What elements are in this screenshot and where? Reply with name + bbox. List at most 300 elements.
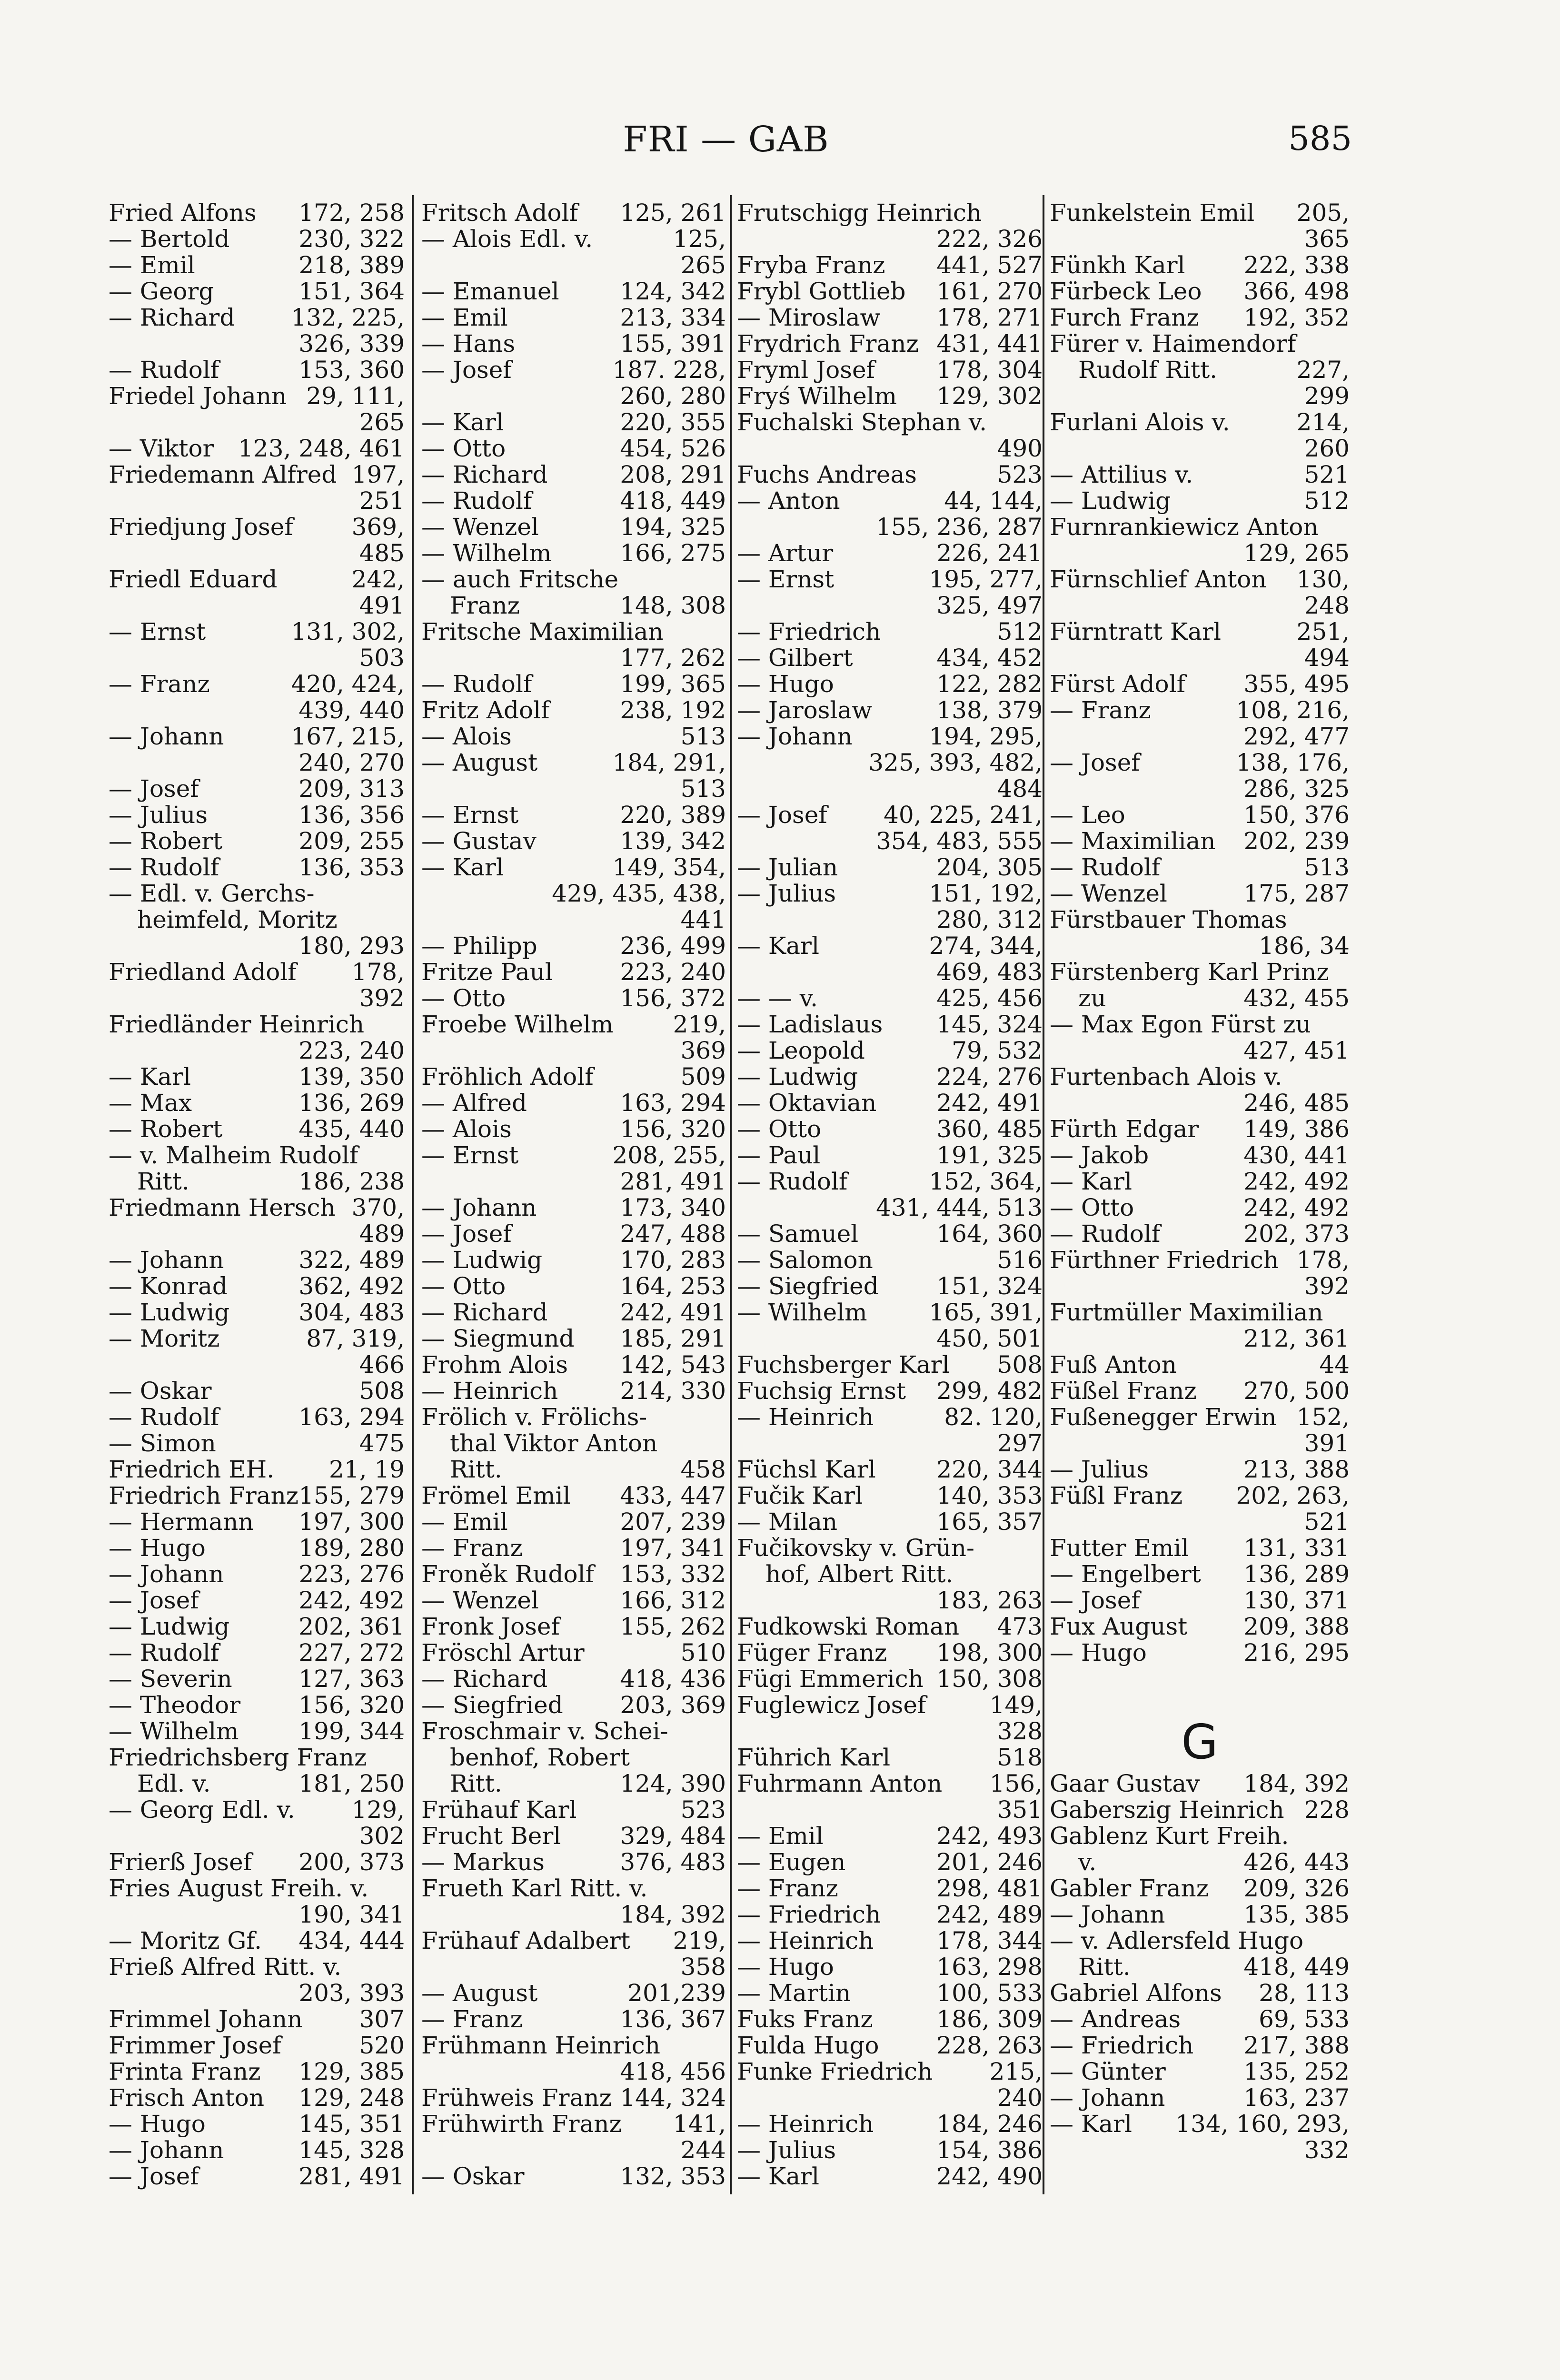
entry-pages: 173, 340 (620, 1194, 726, 1221)
entry-name: — Siegfried (421, 1691, 563, 1719)
entry-pages: 220, 344 (936, 1456, 1043, 1483)
entry-name: — Hugo (1050, 1639, 1147, 1666)
entry-name: Rudolf Ritt. (1078, 356, 1218, 384)
index-entry (421, 409, 726, 436)
entry-name: Fußenegger Erwin (1050, 1403, 1277, 1431)
entry-pages: 431, 444, 513 (876, 1194, 1043, 1221)
entry-pages: 521 (1304, 1508, 1350, 1536)
entry-pages: 304, 483 (298, 1299, 405, 1326)
entry-name: — Johann (109, 2136, 224, 2164)
index-entry (421, 2059, 726, 2085)
entry-name: — Franz (421, 2005, 523, 2033)
entry-pages: 432, 455 (1243, 984, 1350, 1012)
index-entry (109, 331, 405, 357)
index-entry (1050, 305, 1350, 331)
entry-name: — Johann (1050, 2084, 1165, 2112)
index-entry (421, 488, 726, 514)
entry-pages: 491 (359, 592, 405, 619)
entry-pages: 161, 270 (936, 278, 1043, 305)
index-entry (1050, 1614, 1350, 1640)
entry-name: Fürer v. Haimendorf (1050, 330, 1296, 357)
index-entry (421, 1038, 726, 1064)
index-entry (1050, 1038, 1350, 1064)
index-entry (737, 357, 1043, 383)
entry-name: Fuchalski Stephan v. (737, 408, 987, 436)
index-entry (421, 881, 726, 907)
entry-name: Fuchs Andreas (737, 461, 917, 488)
entry-pages: 236, 499 (620, 932, 726, 960)
entry-name: Fried Alfons (109, 200, 257, 227)
index-entry (109, 1928, 405, 1954)
entry-pages: 145, 324 (936, 1011, 1043, 1038)
entry-pages: 325, 393, 482, (868, 749, 1043, 776)
index-entry (109, 1666, 405, 1692)
entry-name: — Franz (421, 1534, 523, 1562)
entry-pages: 178, 271 (936, 304, 1043, 331)
index-entry (421, 200, 726, 226)
entry-name: — Rudolf (109, 1639, 219, 1666)
index-entry (1050, 1169, 1350, 1195)
entry-name: Fürnschlief Anton (1050, 565, 1267, 593)
entry-name: — Ludwig (737, 1063, 858, 1091)
index-entry (737, 959, 1043, 985)
index-entry (1050, 566, 1350, 593)
entry-pages: 203, 369 (620, 1691, 726, 1719)
entry-pages: 248 (1304, 592, 1350, 619)
index-entry (109, 1640, 405, 1666)
entry-name: — Otto (421, 984, 506, 1012)
index-entry (1050, 1535, 1350, 1561)
index-entry (109, 1430, 405, 1457)
index-entry (421, 252, 726, 278)
index-entry (737, 462, 1043, 488)
index-entry (421, 1561, 726, 1587)
index-entry (1050, 1980, 1350, 2006)
entry-pages: 209, 313 (298, 775, 405, 803)
entry-name: — Heinrich (737, 1403, 874, 1431)
index-entry (737, 1064, 1043, 1090)
index-entry (1050, 409, 1350, 436)
index-entry (109, 1352, 405, 1378)
entry-pages: 199, 365 (620, 670, 726, 698)
entry-pages: 418, 449 (1243, 1953, 1350, 1981)
entry-name: Fryś Wilhelm (737, 382, 897, 410)
entry-name: Fulda Hugo (737, 2032, 879, 2059)
index-entry (421, 1666, 726, 1692)
entry-pages: 44, 144, (944, 487, 1043, 515)
entry-name: Fritsch Adolf (421, 200, 578, 227)
entry-name: Frühmann Heinrich (421, 2032, 661, 2059)
index-entry (109, 1299, 405, 1326)
entry-pages: 152, 364, (929, 1168, 1043, 1195)
entry-name: Fux August (1050, 1613, 1188, 1640)
entry-name: Gabler Franz (1050, 1874, 1209, 1902)
index-entry (421, 671, 726, 697)
entry-name: heimfeld, Moritz (137, 906, 338, 933)
entry-name: — Bertold (109, 225, 230, 253)
entry-name: — Friedrich (737, 618, 881, 645)
index-entry (421, 854, 726, 881)
entry-name: — auch Fritsche (421, 565, 619, 593)
entry-pages: 458 (680, 1456, 726, 1483)
entry-pages: 355, 495 (1243, 670, 1350, 698)
entry-name: benhof, Robert (450, 1744, 630, 1771)
entry-name: — Ludwig (421, 1246, 543, 1274)
index-entry (1050, 2059, 1350, 2085)
entry-pages: 180, 293 (298, 932, 405, 960)
entry-name: Furtenbach Alois v. (1050, 1063, 1282, 1091)
index-entry (737, 1457, 1043, 1483)
entry-name: — Friedrich (737, 1901, 881, 1928)
entry-name: — Julius (737, 880, 836, 907)
entry-pages: 197, (351, 461, 405, 488)
index-entry (421, 278, 726, 305)
index-entry (737, 1169, 1043, 1195)
entry-name: Edl. v. (137, 1770, 211, 1797)
entry-pages: 513 (680, 723, 726, 750)
entry-name: — Paul (737, 1141, 821, 1169)
entry-pages: 170, 283 (620, 1246, 726, 1274)
entry-pages: 226, 241 (936, 539, 1043, 567)
entry-pages: 100, 533 (936, 1979, 1043, 2007)
entry-name: Futter Emil (1050, 1534, 1189, 1562)
entry-pages: 127, 363 (298, 1665, 405, 1693)
index-entry (737, 1875, 1043, 1902)
entry-pages: 508 (359, 1377, 405, 1405)
index-entry (737, 776, 1043, 802)
entry-pages: 40, 225, 241, (884, 801, 1043, 829)
entry-name: Fudkowski Roman (737, 1613, 960, 1640)
entry-name: — Josef (737, 801, 827, 829)
index-entry (109, 593, 405, 619)
entry-pages: 216, 295 (1243, 1639, 1350, 1666)
entry-name: Fürth Edgar (1050, 1115, 1199, 1143)
index-entry (1050, 1064, 1350, 1090)
section-letter (1050, 1692, 1350, 1771)
entry-name: — Georg Edl. v. (109, 1796, 295, 1824)
entry-pages: 139, 342 (620, 827, 726, 855)
entry-name: Fügi Emmerich (737, 1665, 924, 1693)
entry-name: Furnrankiewicz Anton (1050, 513, 1319, 541)
index-entry (737, 1902, 1043, 1928)
entry-name: — Ernst (421, 1141, 519, 1169)
index-column-2 (421, 200, 726, 2218)
entry-name: — Wenzel (1050, 880, 1167, 907)
entry-pages: 130, 371 (1243, 1587, 1350, 1614)
index-entry (109, 1195, 405, 1221)
index-entry (109, 1404, 405, 1430)
entry-pages: 450, 501 (936, 1325, 1043, 1352)
entry-pages: 270, 500 (1243, 1377, 1350, 1405)
entry-name: — Josef (1050, 749, 1140, 776)
entry-name: — Rudolf (421, 487, 532, 515)
index-entry (421, 776, 726, 802)
entry-name: Funke Friedrich (737, 2058, 933, 2085)
entry-pages: 139, 350 (298, 1063, 405, 1091)
index-entry (109, 1875, 405, 1902)
index-entry (421, 1483, 726, 1509)
entry-pages: 165, 391, (929, 1299, 1043, 1326)
entry-name: — Otto (421, 1272, 506, 1300)
entry-name: — Günter (1050, 2058, 1166, 2085)
entry-pages: 184, 392 (1243, 1770, 1350, 1797)
entry-name: Friedel Johann (109, 382, 287, 410)
entry-name: Froschmair v. Schei- (421, 1717, 668, 1745)
entry-name: — Ernst (737, 565, 835, 593)
entry-name: — Ernst (421, 801, 519, 829)
index-entry (109, 1823, 405, 1849)
entry-name: — Alois Edl. v. (421, 225, 593, 253)
index-entry (421, 1587, 726, 1614)
entry-name: — Otto (1050, 1194, 1134, 1221)
index-entry (109, 1745, 405, 1771)
index-entry (109, 750, 405, 776)
entry-pages: 187. 228, (612, 356, 726, 384)
entry-name: — Artur (737, 539, 834, 567)
entry-pages: 185, 291 (620, 1325, 726, 1352)
entry-pages: 298, 481 (936, 1874, 1043, 1902)
entry-pages: 246, 485 (1243, 1089, 1350, 1117)
index-entry (1050, 1823, 1350, 1849)
entry-pages: 156, (989, 1770, 1043, 1797)
entry-pages: 469, 483 (936, 958, 1043, 986)
index-entry (737, 2111, 1043, 2137)
index-entry (737, 1561, 1043, 1587)
index-entry (737, 436, 1043, 462)
index-entry (1050, 1928, 1350, 1954)
entry-pages: 145, 328 (298, 2136, 405, 2164)
entry-pages: 485 (359, 539, 405, 567)
entry-pages: 328 (997, 1717, 1043, 1745)
index-entry (1050, 540, 1350, 566)
entry-pages: 435, 440 (298, 1115, 405, 1143)
entry-pages: 513 (1304, 853, 1350, 881)
entry-name: — Julian (737, 853, 838, 881)
index-entry (1050, 1352, 1350, 1378)
entry-name: Frueth Karl Ritt. v. (421, 1874, 648, 1902)
entry-name: — Andreas (1050, 2005, 1181, 2033)
entry-name: Fritsche Maximilian (421, 618, 664, 645)
entry-name: — Oskar (109, 1377, 212, 1405)
index-entry (421, 1116, 726, 1142)
index-entry (1050, 200, 1350, 226)
index-entry (109, 1954, 405, 1980)
index-entry (421, 1692, 726, 1718)
entry-pages: 260 (1304, 435, 1350, 462)
entry-pages: 136, 289 (1243, 1560, 1350, 1588)
index-entry (1050, 750, 1350, 776)
entry-pages: 510 (680, 1639, 726, 1666)
entry-name: — Rudolf (1050, 1220, 1161, 1248)
entry-pages: 329, 484 (620, 1822, 726, 1850)
entry-name: — Philipp (421, 932, 537, 960)
entry-name: Füßl Franz (1050, 1482, 1183, 1509)
index-entry (109, 1718, 405, 1745)
entry-name: Fuhrmann Anton (737, 1770, 943, 1797)
entry-pages: 205, (1296, 200, 1350, 227)
index-entry (109, 1064, 405, 1090)
entry-name: — Attilius v. (1050, 461, 1193, 488)
entry-pages: 425, 456 (936, 984, 1043, 1012)
entry-pages: 219, (673, 1011, 726, 1038)
entry-pages: 148, 308 (620, 592, 726, 619)
entry-name: — Martin (737, 1979, 851, 2007)
index-entry (737, 1797, 1043, 1823)
index-entry (421, 1980, 726, 2006)
entry-name: Friedländer Heinrich (109, 1011, 365, 1038)
index-entry (109, 1849, 405, 1875)
entry-pages: 163, 294 (298, 1403, 405, 1431)
index-column-3 (737, 200, 1043, 2218)
entry-name: Fürstbauer Thomas (1050, 906, 1287, 933)
index-entry (737, 305, 1043, 331)
entry-name: — Johann (421, 1194, 537, 1221)
entry-name: Frühweis Franz (421, 2084, 612, 2112)
index-entry (737, 619, 1043, 645)
entry-name: — Ladislaus (737, 1011, 883, 1038)
index-entry (109, 985, 405, 1012)
entry-name: — Rudolf (109, 356, 219, 384)
entry-pages: 418, 436 (620, 1665, 726, 1693)
index-entry (1050, 436, 1350, 462)
entry-name: Frisch Anton (109, 2084, 265, 2112)
index-entry (109, 252, 405, 278)
entry-name: — Hugo (737, 1953, 834, 1981)
index-entry (109, 1221, 405, 1247)
entry-pages: 131, 302, (291, 618, 405, 645)
index-entry (421, 2006, 726, 2033)
index-entry (421, 697, 726, 724)
entry-pages: 129, 265 (1243, 539, 1350, 567)
entry-pages: 302 (359, 1822, 405, 1850)
entry-name: Furch Franz (1050, 304, 1199, 331)
entry-name: — Oktavian (737, 1089, 877, 1117)
entry-name: — Richard (421, 461, 548, 488)
entry-pages: 21, 19 (328, 1456, 405, 1483)
entry-pages: 155, 262 (620, 1613, 726, 1640)
index-entry (109, 514, 405, 540)
entry-pages: 178, 304 (936, 356, 1043, 384)
entry-pages: 145, 351 (298, 2110, 405, 2138)
index-entry (737, 1849, 1043, 1875)
entry-pages: 354, 483, 555 (876, 827, 1043, 855)
entry-pages: 454, 526 (620, 435, 726, 462)
entry-pages: 150, 308 (936, 1665, 1043, 1693)
index-entry (737, 985, 1043, 1012)
index-entry (109, 959, 405, 985)
entry-name: Frucht Berl (421, 1822, 561, 1850)
index-entry (421, 1012, 726, 1038)
entry-pages: 129, 385 (298, 2058, 405, 2085)
index-entry (109, 200, 405, 226)
index-entry (421, 619, 726, 645)
index-entry (1050, 671, 1350, 697)
index-entry (421, 1221, 726, 1247)
entry-pages: 299 (1304, 382, 1350, 410)
entry-name: — Viktor (109, 435, 214, 462)
entry-pages: 163, 298 (936, 1953, 1043, 1981)
index-entry (737, 645, 1043, 671)
entry-name: Funkelstein Emil (1050, 200, 1255, 227)
entry-name: Frieß Alfred Ritt. v. (109, 1953, 342, 1981)
index-entry (1050, 462, 1350, 488)
index-entry (1050, 1221, 1350, 1247)
entry-name: — Karl (421, 408, 504, 436)
index-entry (109, 1587, 405, 1614)
entry-pages: 207, 239 (620, 1508, 726, 1536)
entry-pages: 200, 373 (298, 1848, 405, 1876)
entry-name: Fürstenberg Karl Prinz (1050, 958, 1329, 986)
index-entry (109, 619, 405, 645)
index-entry (737, 933, 1043, 959)
index-entry (421, 1718, 726, 1745)
entry-name: — Ludwig (1050, 487, 1171, 515)
entry-name: Frölich v. Frölichs- (421, 1403, 647, 1431)
page-number: 585 (1288, 119, 1352, 158)
entry-pages: 29, 111, (306, 382, 405, 410)
entry-pages: 392 (359, 984, 405, 1012)
index-entry (421, 2033, 726, 2059)
index-entry (421, 1797, 726, 1823)
entry-pages: 136, 269 (298, 1089, 405, 1117)
entry-pages: 265 (680, 251, 726, 279)
entry-pages: 209, 326 (1243, 1874, 1350, 1902)
entry-name: — Julius (1050, 1456, 1149, 1483)
entry-pages: 307 (359, 2005, 405, 2033)
entry-pages: 155, 236, 287 (876, 513, 1043, 541)
entry-pages: 292, 477 (1243, 723, 1350, 750)
index-entry (737, 1535, 1043, 1561)
index-entry (737, 1692, 1043, 1718)
entry-pages: 521 (1304, 461, 1350, 488)
index-entry (421, 383, 726, 409)
index-entry (421, 2111, 726, 2137)
index-column-1 (109, 200, 405, 2218)
entry-pages: 156, 320 (298, 1691, 405, 1719)
index-entry (1050, 593, 1350, 619)
entry-name: — Heinrich (421, 1377, 558, 1405)
index-entry (421, 331, 726, 357)
entry-name: hof, Albert Ritt. (765, 1560, 954, 1588)
entry-name: — Emil (421, 1508, 508, 1536)
index-entry (109, 2033, 405, 2059)
index-entry (109, 1692, 405, 1718)
entry-name: — Severin (109, 1665, 232, 1693)
index-entry (1050, 1142, 1350, 1169)
index-entry (737, 854, 1043, 881)
entry-pages: 213, 334 (620, 304, 726, 331)
entry-pages: 223, 240 (620, 958, 726, 986)
entry-pages: 201,239 (627, 1979, 726, 2007)
index-entry (421, 1823, 726, 1849)
index-entry (421, 1090, 726, 1116)
index-entry (421, 1273, 726, 1299)
entry-pages: 430, 441 (1243, 1141, 1350, 1169)
index-entry (1050, 1587, 1350, 1614)
index-entry (737, 200, 1043, 226)
index-entry (1050, 1902, 1350, 1928)
entry-pages: 213, 388 (1243, 1456, 1350, 1483)
index-entry (421, 566, 726, 593)
entry-name: Fuß Anton (1050, 1351, 1177, 1378)
entry-name: — Max Egon Fürst zu (1050, 1011, 1311, 1038)
index-entry (421, 1378, 726, 1404)
index-entry (109, 305, 405, 331)
running-head: FRI — GAB (623, 119, 829, 160)
entry-pages: 244 (680, 2136, 726, 2164)
index-entry (737, 252, 1043, 278)
entry-pages: 523 (680, 1796, 726, 1824)
